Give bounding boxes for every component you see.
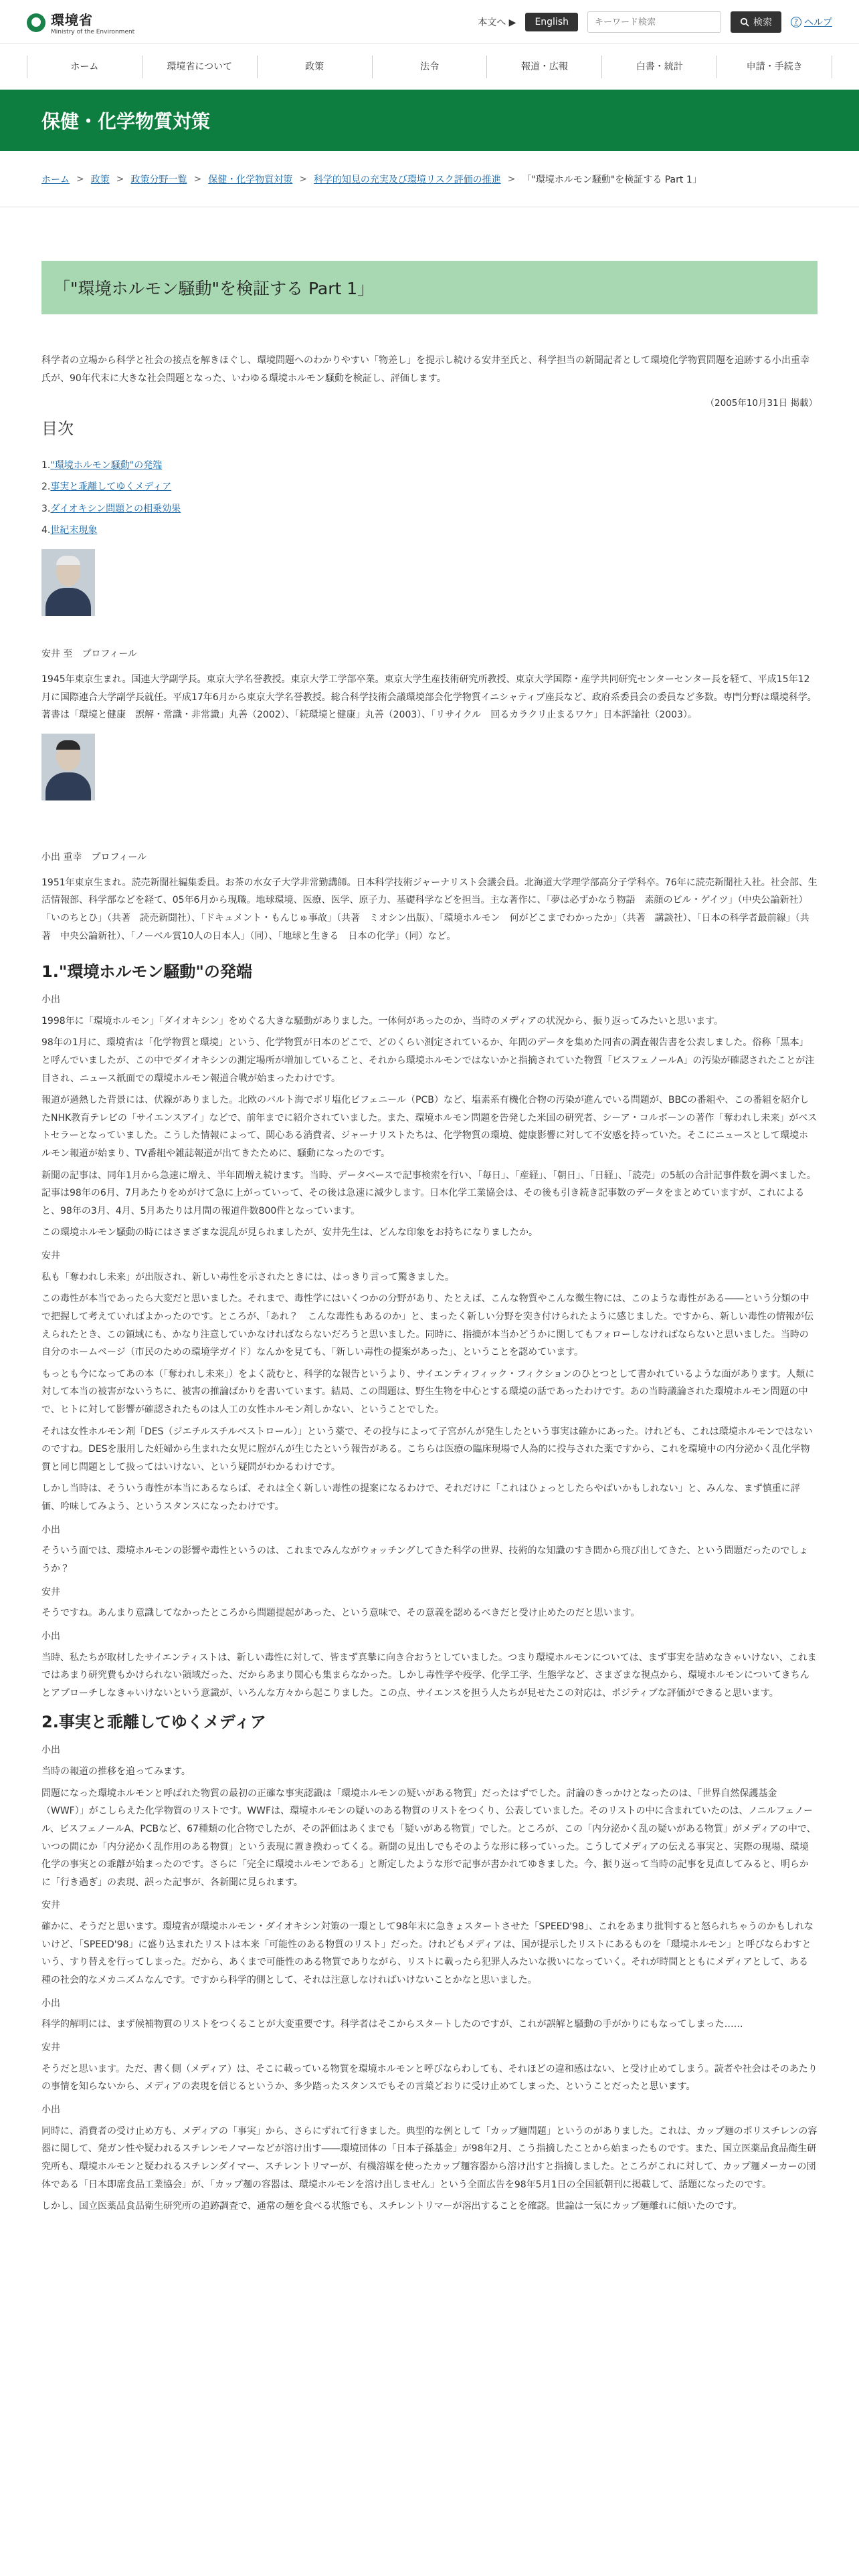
dialogue-paragraph: 問題になった環境ホルモンと呼ばれた物質の最初の正確な事実認識は「環境ホルモンの疑いがある物質」だったはずでした。討論のきっかけとなったのは、「世界自然保護基金（WWF）」がこしらえた化学物質のリストです。WWFは、環境ホルモンの疑いのある物質のリストをつくり、公表していました。そのリストの中に含まれていたのは、ノニルフェノール、ビスフェノールA、PCBなど、67種類の化合物でしたが、その評価はあくまでも「疑いがある物質」でした。ところが、この「内分泌かく乱の疑いがある物質」がメディアの中で、いつの間にか「内分泌かく乱作用のある物質」という表現に置き換わってくる。新聞の見出しでもそのような形に移っていった。こうしてメディアの伝える事実と、実際の現場、環境化学の事実との乖離が始まったのです。さらに「完全に環境ホルモンである」と断定したような形で記事が書かれてゆきました。今、振り返って当時の記事を見直してみると、明らかに「行き過ぎ」の表現、誤った記事が、各新聞に見られます。 — [41, 1788, 816, 1888]
speaker-label: 小出 — [41, 1524, 60, 1535]
help-label: ヘルプ — [804, 17, 832, 28]
section-band — [0, 90, 859, 151]
toc-item — [41, 455, 818, 476]
ministry-logo[interactable] — [27, 9, 134, 35]
search-icon — [740, 17, 749, 27]
publish-date: （2005年10月31日 掲載） — [705, 398, 818, 409]
site-header — [0, 0, 859, 44]
dialogue-paragraph: 新聞の記事は、同年1月から急速に増え、半年間増え続けます。当時、データベースで記事検索を行い、「毎日」、「産経」、「朝日」、「日経」、「読売」の5紙の合計記事件数を調べました。記事は98年の6月、7月あたりをめがけて急に上がっていって、その後は急速に減少します。日本化学工業協会は、その後も引き続き記事数のデータをまとめていますが、これによると、98年の3月、4月、5月あたりは月間の報道件数800件となっています。 — [41, 1170, 816, 1216]
speaker-label: 小出 — [41, 1630, 60, 1642]
section2-body — [41, 1743, 818, 2215]
section2-heading: 2.事実と乖離してゆくメディア — [41, 1713, 266, 1732]
dialogue-paragraph: そうですね。あんまり意識してなかったところから問題提起があった、という意味で、その意義を認めるべきだと受け止めたのだと思います。 — [41, 1608, 640, 1619]
dialogue-paragraph: 1998年に「環境ホルモン」「ダイオキシン」をめぐる大きな騒動がありました。一体何があったのか、当時のメディアの状況から、振り返ってみたいと思います。 — [41, 1015, 724, 1027]
toc-item — [41, 520, 818, 541]
speaker-label: 小出 — [41, 1745, 60, 1756]
dialogue-paragraph: 確かに、そうだと思います。環境省が環境ホルモン・ダイオキシン対策の一環として98年末に急きょスタートさせた「SPEED'98」、これをあまり批判すると怒られちゃうのかもしれないけど、「SPEED'98」に盛り込まれたリストは本来「可能性のある物質のリスト」だった。けれどもメディアは、国が提示したリストにあるものを「環境ホルモン」と呼びならわすという、すり替えを行ってしまった。だから、あくまで可能性のある物質でありながら、リストに載ったら犯罪人みたいな扱いになっていく。それが時間とともにメディアとして、ある種の社会的なメカニズムなんです。ですから科学的側として、それは注意しなければいけないことかなと思いました。 — [41, 1921, 814, 1986]
toc-heading: 目次 — [41, 419, 74, 439]
dialogue-paragraph: そうだと思います。ただ、書く側（メディア）は、そこに載っている物質を環境ホルモンと呼びならわしても、それほどの違和感はない、と受け止めてしまう。読者や社会はそのあたりの事情を知らないから、メディアの表現を信じるというか、多少踏ったスタンスでもその言葉どおりに受け止めてしまった、ということだったと思います。 — [41, 2063, 818, 2092]
toc-number: 4. — [41, 524, 51, 536]
nav-item-application[interactable]: 申請・手続き — [717, 56, 832, 78]
speaker-label: 小出 — [41, 994, 60, 1006]
nav-item-whitepaper[interactable]: 白書・統計 — [601, 56, 717, 78]
dialogue-paragraph: もっとも今になってあの本（「奪われし未来」）をよく読むと、科学的な報告というより、サイエンティフィック・フィクションのひとつとして書かれているような面があります。人類に対して本当の被害がないうちに、被害の推論ばかりを書いています。結局、この問題は、野生生物を中心とする環境の話であったわけです。あの当時議論された環境ホルモン問題の中で、ヒトに対して影響が確認されたものは人工の女性ホルモン剤しかない、ということでした。 — [41, 1368, 815, 1415]
breadcrumb-policy[interactable]: 政策 — [90, 174, 110, 185]
toc-link[interactable]: 事実と乖離してゆくメディア — [50, 481, 172, 493]
help-icon: ? — [791, 17, 801, 27]
nav-item-policy[interactable]: 政策 — [257, 56, 372, 78]
dialogue-paragraph: 同時に、消費者の受け止め方も、メディアの「事実」から、さらにずれて行きました。典型的な例として「カップ麺問題」というのがありました。これは、カップ麺のポリスチレンの容器に関して、発ガン性や疑われるスチレンモノマーなどが溶け出す――環境団体の「日本子孫基金」が98年2月、こう指摘したことから始まったものです。また、国立医薬品食品衛生研究所も、環境ホルモンと疑われるスチレンダイマー、スチレントリマーが、有機溶媒を使ったカップ麺容器から溶け出すと指摘しました。ところがこれに対して、カップ麺メーカーの団体である「日本即席食品工業協会」が、「カップ麺の容器は、環境ホルモンを溶け出しません」という全面広告を98年5月1日の全国紙朝刊に掲載して、話題になったのです。 — [41, 2125, 818, 2190]
dialogue-paragraph: 当時の報道の推移を追ってみます。 — [41, 1766, 191, 1778]
speaker-label: 安井 — [41, 2042, 60, 2053]
koide-photo — [41, 734, 95, 800]
dialogue-paragraph: 98年の1月に、環境省は「化学物質と環境」という、化学物質が日本のどこで、どのくらい測定されているか、年間のデータを集めた同省の調査報告書を公表しました。俗称「黒本」と呼んでいましたが、この中でダイオキシンの測定場所が増加していること、それから環境ホルモンではないかと指摘されていた物質「ビスフェノールA」の汚染が確認されたことが注目され、ニュース紙面での環境ホルモン報道合戦が始まったわけです。 — [41, 1037, 815, 1084]
lead-text: 科学者の立場から科学と社会の接点を解きほぐし、環境問題へのわかりやすい「物差し」を提示し続ける安井至氏と、科学担当の新聞記者として環境化学物質問題を追跡する小出重幸氏が、90年代末に大きな社会問題となった、いわゆる環境ホルモン騒動を検証し、評価します。 — [41, 355, 809, 384]
dialogue-paragraph: この毒性が本当であったら大変だと思いました。それまで、毒性学にはいくつかの分野があり、たとえば、こんな物質やこんな微生物には、このような毒性がある――という分類の中で把握して考えていればよかったのです。ところが、「あれ？ こんな毒性もあるのか」と、まったく新しい分野を突き付けられたように感じました。ですから、新しい毒性の情報が伝えられたとき、この領域にも、かなり注意していかなければならないだろうと思いました。同時に、指摘が本当かどうかに関してもフォローしなければならないと思いました。当時の自分のホームページ（市民のための環境学ガイド）なんかを見ても、「新しい毒性の提案があった」、ということを認めています。 — [41, 1293, 814, 1358]
toc-number: 3. — [41, 503, 51, 514]
breadcrumb: ホーム > 政策 > 政策分野一覧 > 保健・化学物質対策 > 科学的知見の充実及び環境リスク評価の推進 > 「"環境ホルモン騒動"を検証する Part 1」 — [0, 151, 859, 207]
breadcrumb-current: 「"環境ホルモン騒動"を検証する Part 1」 — [522, 174, 702, 185]
help-link[interactable] — [791, 15, 832, 29]
toc-item — [41, 498, 818, 520]
main-content — [0, 261, 859, 2216]
toc-item — [41, 476, 818, 498]
nav-item-press[interactable]: 報道・広報 — [486, 56, 601, 78]
dialogue-paragraph: この環境ホルモン騒動の時にはさまざまな混乱が見られましたが、安井先生は、どんな印象をお持ちになりましたか。 — [41, 1227, 538, 1239]
search-input[interactable] — [587, 11, 721, 33]
toc-link[interactable]: 世紀末現象 — [50, 524, 98, 536]
dialogue-paragraph: そういう面では、環境ホルモンの影響や毒性というのは、これまでみんながウォッチングしてきた科学の世界、技術的な知識のすき間から飛び出してきた、という問題だったのでしょうか？ — [41, 1545, 809, 1574]
dialogue-paragraph: 報道が過熱した背景には、伏線がありました。北欧のバルト海でポリ塩化ビフェニール（PCB）など、塩素系有機化合物の汚染が進んでいる問題が、BBCの番組や、この番組を紹介したNHK教育テレビの「サイエンスアイ」などで、前年までに紹介されていました。また、環境ホルモン問題を告発した米国の研究者、シーア・コルボーンの著作「奪われし未来」がベストセラーとなっていました。こうした情報によって、関心ある消費者、ジャーナリストたちは、化学物質の環境、健康影響に対して不安感を持っていた。そこにニュースとして環境ホルモン報道が始まり、TV番組や雑誌報道が出てきたために、騒動になったのです。 — [41, 1095, 818, 1160]
breadcrumb-policy-list[interactable]: 政策分野一覧 — [130, 174, 187, 185]
profile-text-koide: 1951年東京生まれ。読売新聞社編集委員。お茶の水女子大学非常勤講師。日本科学技術ジャーナリスト会議会員。北海道大学理学部高分子学科卒。76年に読売新聞社入社。社会部、生活情報部、科学部などを経て、05年6月から現職。地球環境、医療、医学、原子力、基礎科学などを担当。主な著作に、「夢は必ずかなう物語 素顔のビル・ゲイツ」（中央公論新社）「いのちとひ」（共著 読売新聞社）、「ドキュメント・もんじゅ事故」（共著 ミオシン出版）、「環境ホルモン 何がどこまでわかったか」（共著 講談社）、「日本の科学者最前線」（共著 中央公論新社）、「ノーベル賞10人の日本人」（同）、「地球と生きる 日本の化学」（同）など。 — [41, 877, 818, 942]
english-button[interactable]: English — [525, 13, 578, 31]
speaker-label: 安井 — [41, 1900, 60, 1911]
dialogue-paragraph: 私も「奪われし未来」が出版され、新しい毒性を示されたときには、はっきり言って驚きました。 — [41, 1271, 454, 1283]
nav-item-about[interactable]: 環境省について — [142, 56, 257, 78]
toc-number: 1. — [41, 460, 51, 471]
speaker-label: 安井 — [41, 1251, 60, 1262]
section1-body — [41, 992, 818, 1702]
speaker-label: 小出 — [41, 2104, 60, 2115]
dialogue-paragraph: それは女性ホルモン剤「DES（ジエチルスチルベストロール）」という薬で、その投与によって子宮がんが発生したという事実は確かにあった。けれども、これは環境ホルモンではないのですね。DESを服用した妊婦から生まれた女児に腟がんが生じたという報告がある。こちらは医療の臨床現場で人為的に投与された薬ですから、これを環境中の内分泌かく乱化学物質と同じ問題として扱ってはいけない、という疑問がわかるわけです。 — [41, 1426, 813, 1473]
toc-link[interactable]: "環境ホルモン騒動"の発端 — [50, 460, 163, 471]
breadcrumb-risk-assessment[interactable]: 科学的知見の充実及び環境リスク評価の推進 — [313, 174, 501, 185]
logo-mark-icon — [27, 13, 45, 32]
profile-text-yasui: 1945年東京生まれ。国連大学副学長。東京大学名誉教授。東京大学工学部卒業。東京大学生産技術研究所教授、東京大学国際・産学共同研究センターセンター長を経て、平成15年12月に国際連合大学副学長就任。平成17年6月から東京大学名誉教授。総合科学技術会議環境部会化学物質イニシャティブ座長など、政府系委員会の委員など多数。専門分野は環境科学。著書は「環境と健康 誤解・常識・非常識」丸善（2002）、「続環境と健康」丸善（2003）、「リサイクル 回るカラクリ止まるワケ」日本評論社（2003）。 — [41, 673, 817, 721]
section1-heading: 1."環境ホルモン騒動"の発端 — [41, 962, 252, 982]
page-title: 「"環境ホルモン騒動"を検証する Part 1」 — [41, 261, 818, 314]
logo-subtitle: Ministry of the Environment — [51, 29, 135, 35]
search-button-label: 検索 — [753, 17, 772, 28]
toc-link[interactable]: ダイオキシン問題との相乗効果 — [50, 503, 181, 514]
toc-number: 2. — [41, 481, 51, 493]
yasui-photo — [41, 549, 95, 616]
toc-list — [41, 455, 818, 541]
dialogue-paragraph: しかし、国立医薬品食品衛生研究所の追跡調査で、通常の麺を食べる状態でも、スチレントリマーが溶出することを確認。世論は一気にカップ麺離れに傾いたのです。 — [41, 2201, 743, 2212]
dialogue-paragraph: 当時、私たちが取材したサイエンティストは、新しい毒性に対して、皆まず真摯に向き合おうとしていました。つまり環境ホルモンについては、まず事実を詰めなきゃいけない、これまではあまり研究費もかけられない領域だった、だからあまり関心も集まらなかった。しかし毒性学や疫学、化学工学、生態学など、さまざまな視点から、環境ホルモンについてきちんとアプローチしなきゃいけないという意識が、いろんな方々から起こりました。この点、サイエンスを担う人たちが見せたこの対応は、ポジティブな評価ができると思います。 — [41, 1652, 817, 1699]
nav-item-law[interactable]: 法令 — [372, 56, 487, 78]
profile-name-yasui: 安井 至 プロフィール — [41, 648, 138, 659]
section-title: 保健・化学物質対策 — [41, 110, 211, 132]
dialogue-paragraph: しかし当時は、そういう毒性が本当にあるならば、それは全く新しい毒性の提案になるわけで、それだけに「これはひょっとしたらやばいかもしれない」と、みんな、まず慎重に評価、吟味してみよう、というスタンスになったわけです。 — [41, 1483, 800, 1512]
nav-item-home[interactable]: ホーム — [27, 56, 142, 78]
speaker-label: 安井 — [41, 1586, 60, 1598]
breadcrumb-home[interactable]: ホーム — [41, 174, 70, 185]
speaker-label: 小出 — [41, 1998, 60, 2009]
global-nav — [0, 44, 859, 90]
search-button[interactable] — [731, 11, 781, 33]
logo-title: 環境省 — [51, 12, 93, 28]
breadcrumb-health-chemical[interactable]: 保健・化学物質対策 — [208, 174, 293, 185]
profile-name-koide: 小出 重幸 プロフィール — [41, 851, 147, 863]
dialogue-paragraph: 科学的解明には、まず候補物質のリストをつくることが大変重要です。科学者はそこからスタートしたのですが、これが誤解と騒動の手がかりにもなってしまった…… — [41, 2019, 743, 2030]
skip-to-content-link[interactable]: 本文へ ▶ — [478, 17, 516, 28]
